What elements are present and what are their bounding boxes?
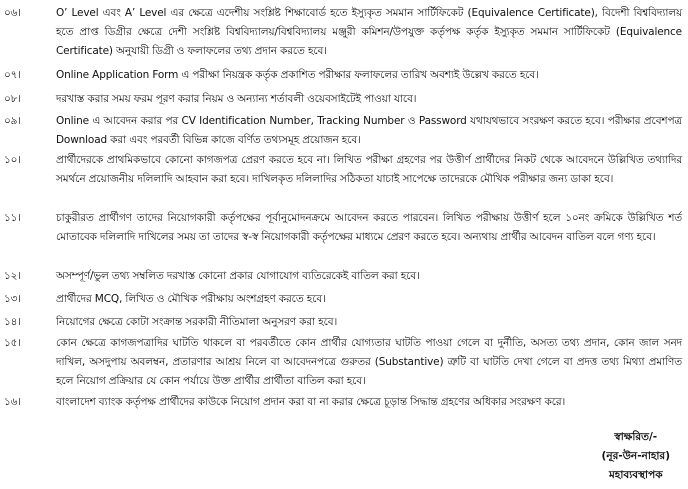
signature-designation: মহাব্যবস্থাপক xyxy=(608,469,663,481)
item-number: ১১। xyxy=(4,212,21,224)
item-number: ১০। xyxy=(4,154,21,166)
item-number: ০৮। xyxy=(4,93,21,105)
item-number: ১৩। xyxy=(4,293,21,305)
item-number: ১৫। xyxy=(4,337,21,349)
item-number: ১৪। xyxy=(4,316,21,328)
item-text: নিয়োগের ক্ষেত্রে কোটা সংক্রান্ত সরকারী নীতিমালা অনুসরণ করা হবে। xyxy=(56,316,338,328)
item-text: O’ Level এবং A’ Level এর ক্ষেত্রে এদেশীয় সংশ্লিষ্ট শিক্ষাবোর্ড হতে ইস্যুকৃত সমমান সার্টিফিকেট (Equivalence Certificate), বিদেশী বিশ্ববিদ্যালয় হতে প্রাপ্ত ডিগ্রীর ক্ষেত্রে দেশী সংশ্লিষ্ট বিশ্ববিদ্যালয়/বিশ্ববিদ্যালয় মঞ্জুরী কমিশন/উপযুক্ত কর্তৃপক্ষ কর্তৃক ইস্যুকৃত সমমান সার্টিফিকেট (Equivalence Certificate) অনুযায়ী ডিগ্রী ও ফলাফলের তথ্য প্রদান করতে হবে। xyxy=(56,7,682,57)
item-number: ১২। xyxy=(4,270,21,282)
item-number: ০৭। xyxy=(4,69,21,81)
item-text: দরখাস্ত করার সময় ফরম পূরণ করার নিয়ম ও অন্যান্য শর্তাবলী ওয়েবসাইটেই পাওয়া যাবে। xyxy=(56,93,417,105)
signature-signed: স্বাক্ষরিত/- xyxy=(614,431,658,443)
signature-block xyxy=(602,428,670,485)
item-text: প্রার্থীদের MCQ, লিখিত ও মৌখিক পরীক্ষায় অংশগ্রহণ করতে হবে। xyxy=(56,293,326,305)
item-text: প্রার্থীদেরকে প্রাথমিকভাবে কোনো কাগজপত্র প্রেরণ করতে হবে না। লিখিত পরীক্ষা গ্রহণের পর উত্তীর্ণ প্রার্থীদের নিকট থেকে আবেদনে উল্লিখিত তথ্যাদির সমর্থনে প্রয়োজনীয় দলিলাদি আহবান করা হবে। দাখিলকৃত দলিলাদির সঠিকতা যাচাই সাপেক্ষে তাদেরকে মৌখিক পরীক্ষার জন্য ডাকা হবে। xyxy=(56,154,682,185)
item-text: অসম্পূর্ণ/ভুল তথ্য সম্বলিত দরখাস্ত কোনো প্রকার যোগাযোগ ব্যতিরেকেই বাতিল করা হবে। xyxy=(56,270,420,282)
item-text: Online এ আবেদন করার পর CV Identification Number, Tracking Number ও Password যথাযথভাবে সংরক্ষণ করতে হবে। পরীক্ষার প্রবেশপত্র Download করা এবং পরবর্তী বিভিন্ন কাজে বর্ণিত তথ্যসমূহ প্রয়োজন হবে। xyxy=(56,115,682,146)
item-number: ১৬। xyxy=(4,396,21,408)
item-number: ০৯। xyxy=(4,115,21,127)
item-text: Online Application Form এ পরীক্ষা নিয়ন্ত্রক কর্তৃক প্রকাশিত পরীক্ষার ফলাফলের তারিখ অবশ্যই উল্লেখ করতে হবে। xyxy=(56,69,539,81)
signature-name: (নূর-উন-নাহার) xyxy=(601,450,670,462)
item-text: চাকুরীরত প্রার্থীগণ তাদের নিয়োগকারী কর্তৃপক্ষের পূর্বানুমোদনক্রমে আবেদন করতে পারবেন। লিখিত পরীক্ষায় উত্তীর্ণ হলে ১০নং ক্রমিকে উল্লিখিত শর্ত মোতাবেক দলিলাদি দাখিলের সময় তা তাদের স্ব-স্ব নিয়োগকারী কর্তৃপক্ষের মাধ্যমে প্রেরণ করতে হবে। অন্যথায় প্রার্থীর আবেদন বাতিল বলে গণ্য হবে। xyxy=(56,212,682,243)
item-number: ০৬। xyxy=(4,7,21,19)
item-text: কোন ক্ষেত্রে কাগজপত্রাদির ঘাটতি থাকলে বা পরবর্তীতে কোন প্রার্থীর যোগ্যতার ঘাটতি পাওয়া গেলে বা দুর্নীতি, অসত্য তথ্য প্রদান, কোন জাল সনদ দাখিল, অসদুপায় অবলম্বন, প্রতারণার আশ্রয় নিলে বা আবেদনপত্রে গুরুতর (Substantive) ত্রুটি বা ঘাটতি দেখা গেলে বা প্রদত্ত তথ্য মিথ্যা প্রমাণিত হলে নিয়োগ প্রক্রিয়ার যে কোন পর্যায়ে উক্ত প্রার্থীর প্রার্থীতা বাতিল করা হবে। xyxy=(56,337,682,387)
item-text: বাংলাদেশ ব্যাংক কর্তৃপক্ষ প্রার্থীদের কাউকে নিয়োগ প্রদান করা বা না করার ক্ষেত্রে চূড়ান্ত সিদ্ধান্ত গ্রহণের অধিকার সংরক্ষণ করে। xyxy=(56,396,566,408)
